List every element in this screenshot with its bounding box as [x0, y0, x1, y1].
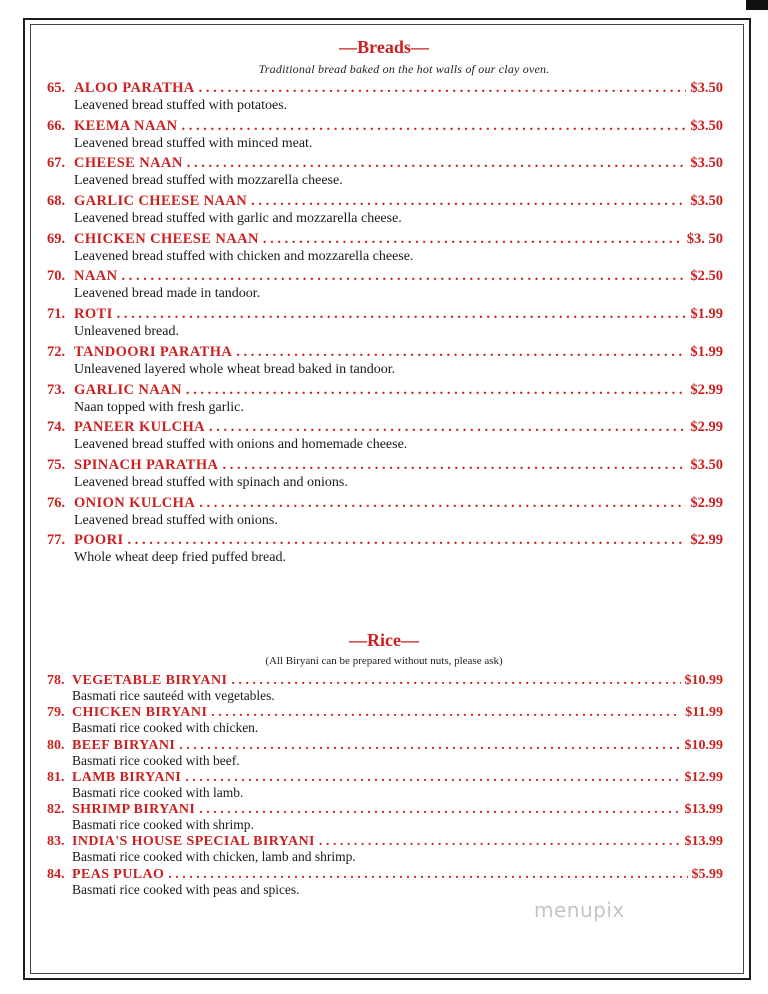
menu-item — [47, 192, 723, 230]
item-description: Unleavened layered whole wheat bread baked in tandoor. — [74, 361, 396, 377]
item-description: Leavened bread stuffed with chicken and mozzarella cheese. — [74, 248, 414, 264]
menu-item-line — [47, 192, 723, 210]
dot-leader — [199, 803, 680, 817]
dot-leader — [187, 154, 687, 172]
item-price: $13.99 — [684, 834, 723, 850]
item-description: Leavened bread stuffed with garlic and mozzarella cheese. — [74, 211, 402, 227]
dot-leader — [263, 230, 683, 248]
menu-item — [47, 494, 723, 532]
menu-item-line — [47, 117, 723, 135]
rice-subtitle: (All Biryani can be prepared without nuts, please ask) — [265, 655, 503, 667]
scan-edge-mark — [746, 0, 768, 10]
item-name: ALOO PARATHA — [74, 80, 195, 96]
menu-item — [47, 868, 723, 900]
menu-item-line — [47, 343, 723, 361]
menu-item-line — [47, 706, 723, 720]
item-name: SPINACH PARATHA — [74, 456, 219, 473]
dot-leader — [122, 267, 687, 285]
breads-subtitle: Traditional bread baked on the hot walls of our clay oven. — [258, 62, 550, 76]
item-number: 79. — [47, 705, 65, 721]
menu-item — [47, 674, 723, 706]
dot-leader — [128, 531, 687, 549]
item-number: 78. — [47, 673, 65, 688]
item-name: BEEF BIRYANI — [72, 737, 176, 753]
item-number: 68. — [47, 193, 66, 210]
item-price: $2.99 — [690, 381, 723, 398]
item-number: 66. — [47, 117, 66, 134]
item-number: 84. — [47, 866, 65, 882]
item-description: Whole wheat deep fried puffed bread. — [74, 550, 286, 566]
menu-item-line — [47, 381, 723, 399]
dot-leader — [236, 343, 686, 361]
item-name: PEAS PULAO — [72, 866, 165, 882]
menu-item — [47, 771, 723, 803]
menu-item — [47, 267, 723, 305]
item-number: 67. — [47, 155, 66, 172]
dot-leader — [199, 79, 687, 97]
menu-item-line — [47, 267, 723, 285]
menu-item-line — [47, 154, 723, 172]
item-name: CHICKEN BIRYANI — [72, 705, 208, 721]
breads-list — [47, 79, 723, 569]
dot-leader — [319, 835, 681, 849]
menu-item — [47, 418, 723, 456]
item-price: $1.99 — [690, 343, 723, 360]
rice-title: —Rice— — [349, 630, 419, 650]
menu-item — [47, 79, 723, 117]
item-price: $13.99 — [684, 802, 723, 818]
item-name: TANDOORI PARATHA — [74, 343, 233, 360]
item-price: $10.99 — [684, 673, 723, 688]
menu-item-line — [47, 674, 723, 688]
item-description: Leavened bread stuffed with onions. — [74, 512, 278, 528]
item-name: POORI — [74, 532, 124, 549]
item-name: GARLIC CHEESE NAAN — [74, 193, 248, 210]
item-price: $2.99 — [690, 419, 723, 436]
menu-item-line — [47, 739, 723, 753]
item-price: $3.50 — [690, 117, 723, 134]
item-description: Leavened bread stuffed with mozzarella cheese. — [74, 173, 343, 189]
item-number: 76. — [47, 494, 66, 511]
menu-item — [47, 835, 723, 867]
item-price: $10.99 — [684, 737, 723, 753]
item-number: 72. — [47, 343, 66, 360]
item-price: $3.50 — [690, 193, 723, 210]
item-description: Basmati rice cooked with chicken, lamb and shrimp. — [72, 849, 356, 865]
item-number: 74. — [47, 419, 66, 436]
item-name: ROTI — [74, 306, 113, 323]
item-name: ONION KULCHA — [74, 494, 196, 511]
item-number: 70. — [47, 268, 66, 285]
dot-leader — [209, 418, 686, 436]
item-description: Basmati rice cooked with peas and spices. — [72, 881, 300, 897]
dot-leader — [211, 706, 681, 720]
menu-item — [47, 706, 723, 738]
menu-item — [47, 456, 723, 494]
item-price: $3.50 — [690, 155, 723, 172]
item-description: Leavened bread stuffed with onions and homemade cheese. — [74, 437, 408, 453]
breads-title: —Breads— — [339, 37, 429, 57]
rice-list — [47, 674, 723, 900]
item-number: 77. — [47, 532, 66, 549]
item-description: Naan topped with fresh garlic. — [74, 399, 244, 415]
item-number: 81. — [47, 769, 65, 785]
menu-item-line — [47, 305, 723, 323]
item-description: Basmati rice cooked with beef. — [72, 752, 240, 768]
item-name: CHEESE NAAN — [74, 155, 183, 172]
item-price: $3.50 — [690, 456, 723, 473]
dot-leader — [222, 456, 686, 474]
menu-item — [47, 803, 723, 835]
menu-item — [47, 531, 723, 569]
dot-leader — [231, 674, 680, 688]
menu-item-line — [47, 79, 723, 97]
menu-item-line — [47, 418, 723, 436]
item-name: VEGETABLE BIRYANI — [72, 673, 228, 688]
item-description: Leavened bread made in tandoor. — [74, 286, 261, 302]
item-name: GARLIC NAAN — [74, 381, 182, 398]
dot-leader — [179, 739, 680, 753]
dot-leader — [186, 381, 686, 399]
menu-item-line — [47, 771, 723, 785]
item-description: Basmati rice cooked with shrimp. — [72, 817, 254, 833]
item-name: INDIA'S HOUSE SPECIAL BIRYANI — [72, 834, 315, 850]
dot-leader — [185, 771, 680, 785]
item-price: $2.99 — [690, 532, 723, 549]
menu-item — [47, 739, 723, 771]
item-number: 73. — [47, 381, 66, 398]
dot-leader — [182, 117, 687, 135]
item-name: SHRIMP BIRYANI — [72, 802, 196, 818]
item-number: 71. — [47, 306, 66, 323]
menu-item — [47, 230, 723, 268]
item-price: $3.50 — [690, 80, 723, 96]
item-number: 80. — [47, 737, 65, 753]
item-name: CHICKEN CHEESE NAAN — [74, 230, 259, 247]
watermark: menupix — [534, 898, 625, 922]
item-price: $11.99 — [685, 705, 723, 721]
dot-leader — [168, 868, 687, 882]
menu-item — [47, 305, 723, 343]
dot-leader — [251, 192, 686, 210]
menu-item-line — [47, 531, 723, 549]
item-price: $12.99 — [684, 769, 723, 785]
menu-item — [47, 117, 723, 155]
item-price: $1.99 — [690, 306, 723, 323]
item-name: KEEMA NAAN — [74, 117, 178, 134]
dot-leader — [117, 305, 687, 323]
item-number: 69. — [47, 230, 66, 247]
menu-item-line — [47, 835, 723, 849]
item-description: Basmati rice sauteéd with vegetables. — [72, 688, 275, 703]
item-price: $5.99 — [691, 866, 723, 882]
item-name: NAAN — [74, 268, 118, 285]
menu-item-line — [47, 868, 723, 882]
item-description: Basmati rice cooked with lamb. — [72, 784, 244, 800]
menu-item-line — [47, 456, 723, 474]
menu-item — [47, 154, 723, 192]
item-price: $2.99 — [690, 494, 723, 511]
item-number: 82. — [47, 802, 65, 818]
menu-item — [47, 381, 723, 419]
item-description: Leavened bread stuffed with potatoes. — [74, 98, 288, 113]
item-price: $3. 50 — [686, 230, 723, 247]
item-number: 75. — [47, 456, 66, 473]
item-name: LAMB BIRYANI — [72, 769, 182, 785]
item-name: PANEER KULCHA — [74, 419, 206, 436]
dot-leader — [199, 494, 686, 512]
item-description: Leavened bread stuffed with minced meat. — [74, 135, 313, 151]
menu-item-line — [47, 803, 723, 817]
menu-item-line — [47, 230, 723, 248]
item-price: $2.50 — [690, 268, 723, 285]
item-description: Leavened bread stuffed with spinach and onions. — [74, 474, 348, 490]
menu-item-line — [47, 494, 723, 512]
item-number: 65. — [47, 80, 66, 96]
item-description: Basmati rice cooked with chicken. — [72, 720, 259, 736]
menu-item — [47, 343, 723, 381]
item-number: 83. — [47, 834, 65, 850]
item-description: Unleavened bread. — [74, 324, 179, 340]
